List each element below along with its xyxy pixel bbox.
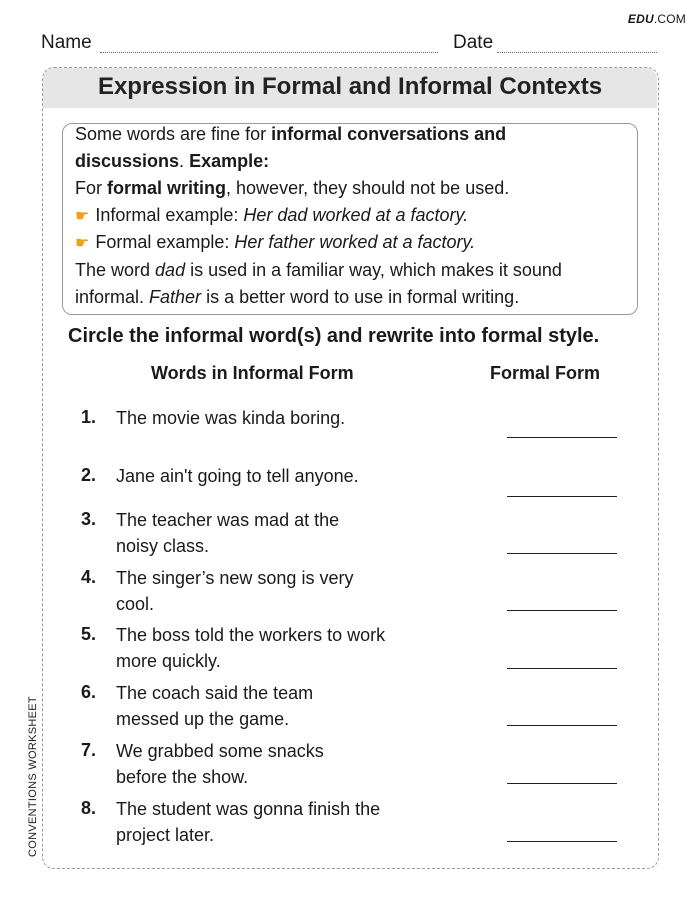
intro-text: .	[179, 151, 190, 171]
intro-text: is used in a familiar way, which makes it sound	[185, 260, 562, 280]
intro-line-2	[75, 151, 269, 172]
brand-bold: EDU	[627, 12, 654, 26]
intro-text: Some words are fine for	[75, 124, 272, 144]
item-text: The teacher was mad at the noisy class.	[116, 510, 340, 556]
formal-example-text: Her father worked at a factory.	[234, 232, 476, 252]
informal-example-text: Her dad worked at a factory.	[243, 205, 469, 225]
intro-bold: Example:	[189, 151, 270, 171]
answer-line[interactable]	[507, 496, 617, 497]
intro-italic: Father	[149, 287, 202, 307]
intro-line-1	[75, 124, 506, 145]
item-text: The singer’s new song is very cool.	[116, 568, 354, 614]
intro-text: , however, they should not be used.	[226, 178, 510, 198]
name-label: Name	[41, 32, 92, 53]
side-label: CONVENTIONS WORKSHEET	[27, 696, 39, 857]
intro-italic: dad	[155, 260, 186, 280]
date-label: Date	[453, 32, 494, 53]
intro-text: is a better word to use in formal writing.	[201, 287, 520, 307]
date-field[interactable]	[497, 52, 657, 53]
pointing-hand-icon: ☛	[75, 208, 90, 225]
item-number: 7.	[81, 740, 97, 760]
item-number: 3.	[81, 509, 97, 529]
item-number: 6.	[81, 682, 97, 702]
brand-logo	[628, 12, 686, 26]
answer-line[interactable]	[507, 668, 617, 669]
formal-example-label: Formal example:	[95, 232, 235, 252]
item-number: 1.	[81, 407, 97, 427]
answer-line[interactable]	[507, 553, 617, 554]
intro-line-3	[75, 178, 509, 199]
column-header-formal: Formal Form	[490, 363, 601, 383]
item-text: We grabbed some snacks before the show.	[116, 741, 324, 787]
brand-rest: .COM	[653, 12, 686, 26]
intro-text: The word	[75, 260, 156, 280]
item-number: 4.	[81, 567, 97, 587]
pointing-hand-icon: ☛	[75, 235, 90, 252]
answer-line[interactable]	[507, 783, 617, 784]
item-text: The student was gonna finish the project later.	[116, 799, 381, 845]
intro-text: For	[75, 178, 108, 198]
intro-text: informal.	[75, 287, 150, 307]
informal-example-line	[75, 205, 468, 226]
instruction: Circle the informal word(s) and rewrite into formal style.	[68, 325, 600, 347]
intro-bold: discussions	[75, 151, 180, 171]
item-text: The boss told the workers to work more quickly.	[116, 625, 386, 671]
answer-line[interactable]	[507, 725, 617, 726]
item-number: 2.	[81, 465, 97, 485]
answer-line[interactable]	[507, 437, 617, 438]
intro-line-7	[75, 287, 519, 308]
item-number: 5.	[81, 624, 97, 644]
column-header-informal: Words in Informal Form	[151, 363, 354, 383]
item-text: The coach said the team messed up the game.	[116, 683, 314, 729]
worksheet-title: Expression in Formal and Informal Contexts	[97, 73, 603, 100]
intro-bold: formal writing	[107, 178, 227, 198]
name-field[interactable]	[100, 52, 438, 53]
answer-line[interactable]	[507, 841, 617, 842]
answer-line[interactable]	[507, 610, 617, 611]
item-number: 8.	[81, 798, 97, 818]
formal-example-line	[75, 232, 475, 253]
item-text: The movie was kinda boring.	[116, 408, 346, 428]
informal-example-label: Informal example:	[95, 205, 244, 225]
intro-line-6	[75, 260, 562, 281]
intro-bold: informal conversations and	[271, 124, 507, 144]
item-text: Jane ain't going to tell anyone.	[116, 466, 359, 486]
